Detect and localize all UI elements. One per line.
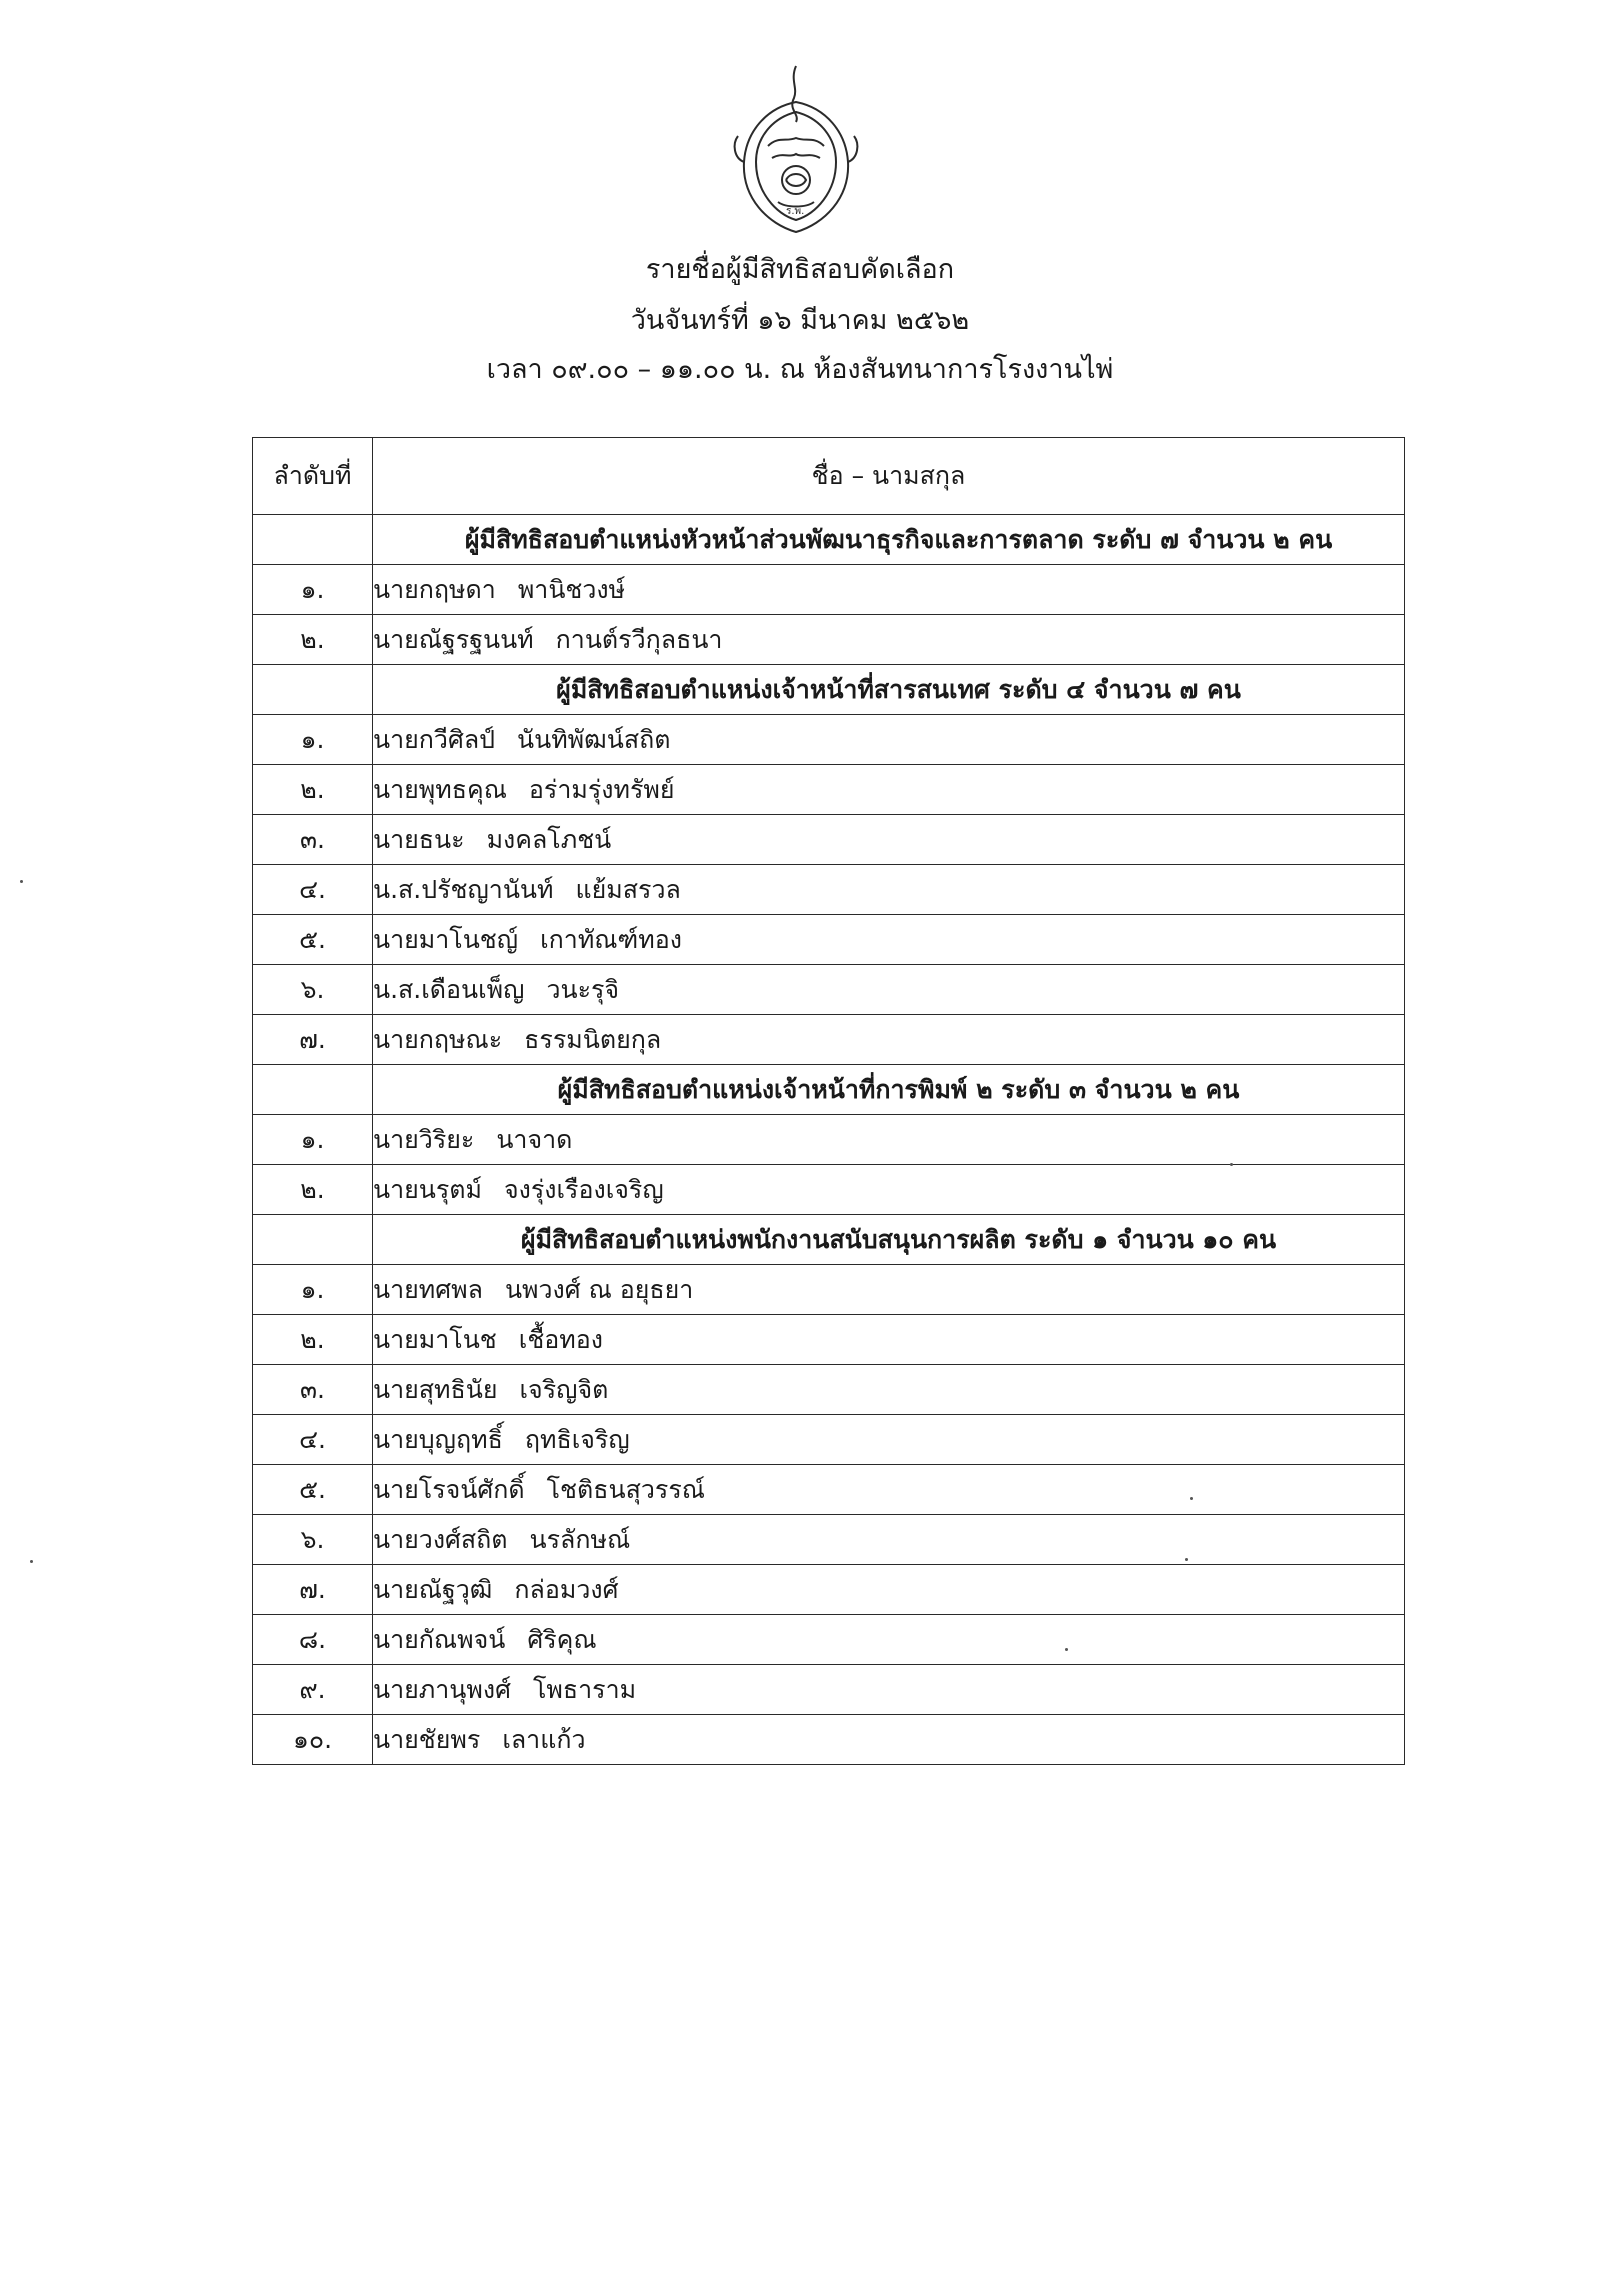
candidate-last-name: อร่ามรุ่งทรัพย์ [528, 774, 675, 804]
row-number: ๔. [253, 865, 373, 915]
table-row [253, 1615, 1405, 1665]
table-row [253, 1465, 1405, 1515]
row-number: ๓. [253, 815, 373, 865]
table-header-row [253, 438, 1405, 515]
candidate-name [373, 1465, 1405, 1515]
section-header-row [253, 515, 1405, 565]
table-row [253, 1415, 1405, 1465]
section-header-row [253, 1215, 1405, 1265]
candidate-last-name: ศิริคุณ [527, 1624, 597, 1654]
candidate-first-name: นายภานุพงศ์ [373, 1674, 511, 1704]
row-number: ๗. [253, 1015, 373, 1065]
candidate-name [373, 965, 1405, 1015]
candidate-table [252, 437, 1405, 1765]
candidate-last-name: พานิชวงษ์ [517, 574, 626, 604]
candidate-last-name: โชติธนสุวรรณ์ [546, 1474, 705, 1504]
candidate-name [373, 1265, 1405, 1315]
candidate-last-name: มงคลโภชน์ [486, 824, 612, 854]
candidate-name [373, 1715, 1405, 1765]
exam-time-place: เวลา ๐๙.๐๐ – ๑๑.๐๐ น. ณ ห้องสันทนาการโรงงานไพ่ [486, 354, 1114, 385]
candidate-first-name: นายบุญฤทธิ์ [373, 1424, 503, 1454]
candidate-name [373, 865, 1405, 915]
candidate-first-name: นายกวีศิลป์ [373, 724, 496, 754]
candidate-first-name: นายนรุตม์ [373, 1174, 483, 1204]
candidate-name [373, 1365, 1405, 1415]
candidate-name [373, 1665, 1405, 1715]
candidate-name [373, 1015, 1405, 1065]
scan-speck [30, 1560, 33, 1563]
row-number: ๕. [253, 915, 373, 965]
candidate-name [373, 1115, 1405, 1165]
row-number: ๓. [253, 1365, 373, 1415]
candidate-first-name: นายโรจน์ศักดิ์ [373, 1474, 525, 1504]
section-number-cell [253, 1215, 373, 1265]
table-row [253, 1115, 1405, 1165]
candidate-last-name: เกาทัณฑ์ทอง [540, 924, 682, 954]
candidate-table-body [253, 515, 1405, 1765]
candidate-name [373, 1615, 1405, 1665]
candidate-last-name: นพวงศ์ ณ อยุธยา [504, 1274, 694, 1304]
candidate-last-name: วนะรุจิ [546, 974, 620, 1004]
candidate-first-name: นายมาโนช [373, 1324, 497, 1354]
table-row [253, 1365, 1405, 1415]
candidate-last-name: โพธาราม [532, 1674, 637, 1704]
candidate-name [373, 1165, 1405, 1215]
table-row [253, 1715, 1405, 1765]
column-header-number: ลำดับที่ [253, 438, 373, 515]
row-number: ๗. [253, 1565, 373, 1615]
table-row [253, 865, 1405, 915]
section-number-cell [253, 515, 373, 565]
candidate-last-name: กล่อมวงศ์ [514, 1574, 619, 1604]
candidate-last-name: จงรุ่งเรืองเจริญ [504, 1174, 664, 1204]
candidate-first-name: นายวิริยะ [373, 1124, 475, 1154]
section-title: ผู้มีสิทธิสอบตำแหน่งเจ้าหน้าที่การพิมพ์ ๒ ระดับ ๓ จำนวน ๒ คน [373, 1065, 1405, 1115]
candidate-first-name: นายณัฐรฐนนท์ [373, 624, 534, 654]
table-row [253, 815, 1405, 865]
candidate-last-name: นาจาด [496, 1124, 573, 1154]
candidate-first-name: นายกัณพจน์ [373, 1624, 506, 1654]
candidate-first-name: นายธนะ [373, 824, 465, 854]
table-row [253, 915, 1405, 965]
table-row [253, 1015, 1405, 1065]
row-number: ๒. [253, 1165, 373, 1215]
candidate-name [373, 615, 1405, 665]
candidate-first-name: นายทศพล [373, 1274, 483, 1304]
candidate-first-name: นายพุทธคุณ [373, 774, 507, 804]
section-number-cell [253, 665, 373, 715]
scan-speck [20, 880, 23, 883]
candidate-name [373, 715, 1405, 765]
scan-speck [1065, 1648, 1068, 1651]
table-row [253, 715, 1405, 765]
table-row [253, 565, 1405, 615]
scan-speck [1190, 1497, 1193, 1500]
royal-emblem-icon [728, 62, 864, 238]
candidate-name [373, 765, 1405, 815]
row-number: ๑๐. [253, 1715, 373, 1765]
row-number: ๖. [253, 1515, 373, 1565]
candidate-first-name: น.ส.ปรัชญานันท์ [373, 874, 554, 904]
table-row [253, 615, 1405, 665]
candidate-first-name: นายกฤษณะ [373, 1024, 503, 1054]
candidate-first-name: นายสุทธินัย [373, 1374, 498, 1404]
candidate-name [373, 1515, 1405, 1565]
section-title: ผู้มีสิทธิสอบตำแหน่งหัวหน้าส่วนพัฒนาธุรกิจและการตลาด ระดับ ๗ จำนวน ๒ คน [373, 515, 1405, 565]
section-number-cell [253, 1065, 373, 1115]
table-row [253, 1665, 1405, 1715]
candidate-last-name: กานต์รวีกุลธนา [555, 624, 723, 654]
candidate-name [373, 815, 1405, 865]
candidate-last-name: เชื้อทอง [518, 1324, 604, 1354]
section-title: ผู้มีสิทธิสอบตำแหน่งพนักงานสนับสนุนการผลิต ระดับ ๑ จำนวน ๑๐ คน [373, 1215, 1405, 1265]
scan-speck [1230, 1163, 1233, 1166]
candidate-first-name: นายวงศ์สถิต [373, 1524, 508, 1554]
row-number: ๑. [253, 565, 373, 615]
column-header-name: ชื่อ – นามสกุล [373, 438, 1405, 515]
row-number: ๒. [253, 765, 373, 815]
candidate-first-name: นายกฤษดา [373, 574, 496, 604]
candidate-last-name: ธรรมนิตยกุล [524, 1024, 662, 1054]
candidate-last-name: ฤทธิเจริญ [524, 1424, 630, 1454]
candidate-last-name: แย้มสรวล [575, 874, 681, 904]
candidate-last-name: เจริญจิต [519, 1374, 609, 1404]
candidate-last-name: เลาแก้ว [502, 1724, 586, 1754]
candidate-name [373, 915, 1405, 965]
candidate-first-name: นายชัยพร [373, 1724, 481, 1754]
table-row [253, 765, 1405, 815]
row-number: ๘. [253, 1615, 373, 1665]
scan-speck [1185, 1558, 1188, 1561]
section-header-row [253, 1065, 1405, 1115]
row-number: ๙. [253, 1665, 373, 1715]
table-row [253, 1565, 1405, 1615]
table-row [253, 1165, 1405, 1215]
candidate-name [373, 1565, 1405, 1615]
table-row [253, 1265, 1405, 1315]
candidate-name [373, 1315, 1405, 1365]
row-number: ๖. [253, 965, 373, 1015]
row-number: ๑. [253, 1115, 373, 1165]
table-row [253, 1315, 1405, 1365]
exam-date: วันจันทร์ที่ ๑๖ มีนาคม ๒๕๖๒ [630, 305, 970, 336]
candidate-first-name: นายณัฐวุฒิ [373, 1574, 493, 1604]
row-number: ๒. [253, 615, 373, 665]
page-title: รายชื่อผู้มีสิทธิสอบคัดเลือก [645, 254, 955, 285]
candidate-name [373, 565, 1405, 615]
candidate-first-name: นายมาโนชญ์ [373, 924, 519, 954]
candidate-name [373, 1415, 1405, 1465]
section-title: ผู้มีสิทธิสอบตำแหน่งเจ้าหน้าที่สารสนเทศ ระดับ ๔ จำนวน ๗ คน [373, 665, 1405, 715]
candidate-first-name: น.ส.เดือนเพ็ญ [373, 974, 525, 1004]
row-number: ๒. [253, 1315, 373, 1365]
table-row [253, 1515, 1405, 1565]
candidate-last-name: นรลักษณ์ [529, 1524, 631, 1554]
emblem-text: ร.พ. [786, 206, 805, 217]
row-number: ๕. [253, 1465, 373, 1515]
table-row [253, 965, 1405, 1015]
row-number: ๑. [253, 715, 373, 765]
section-header-row [253, 665, 1405, 715]
row-number: ๑. [253, 1265, 373, 1315]
candidate-last-name: นันทิพัฒน์สถิต [517, 724, 671, 754]
row-number: ๔. [253, 1415, 373, 1465]
